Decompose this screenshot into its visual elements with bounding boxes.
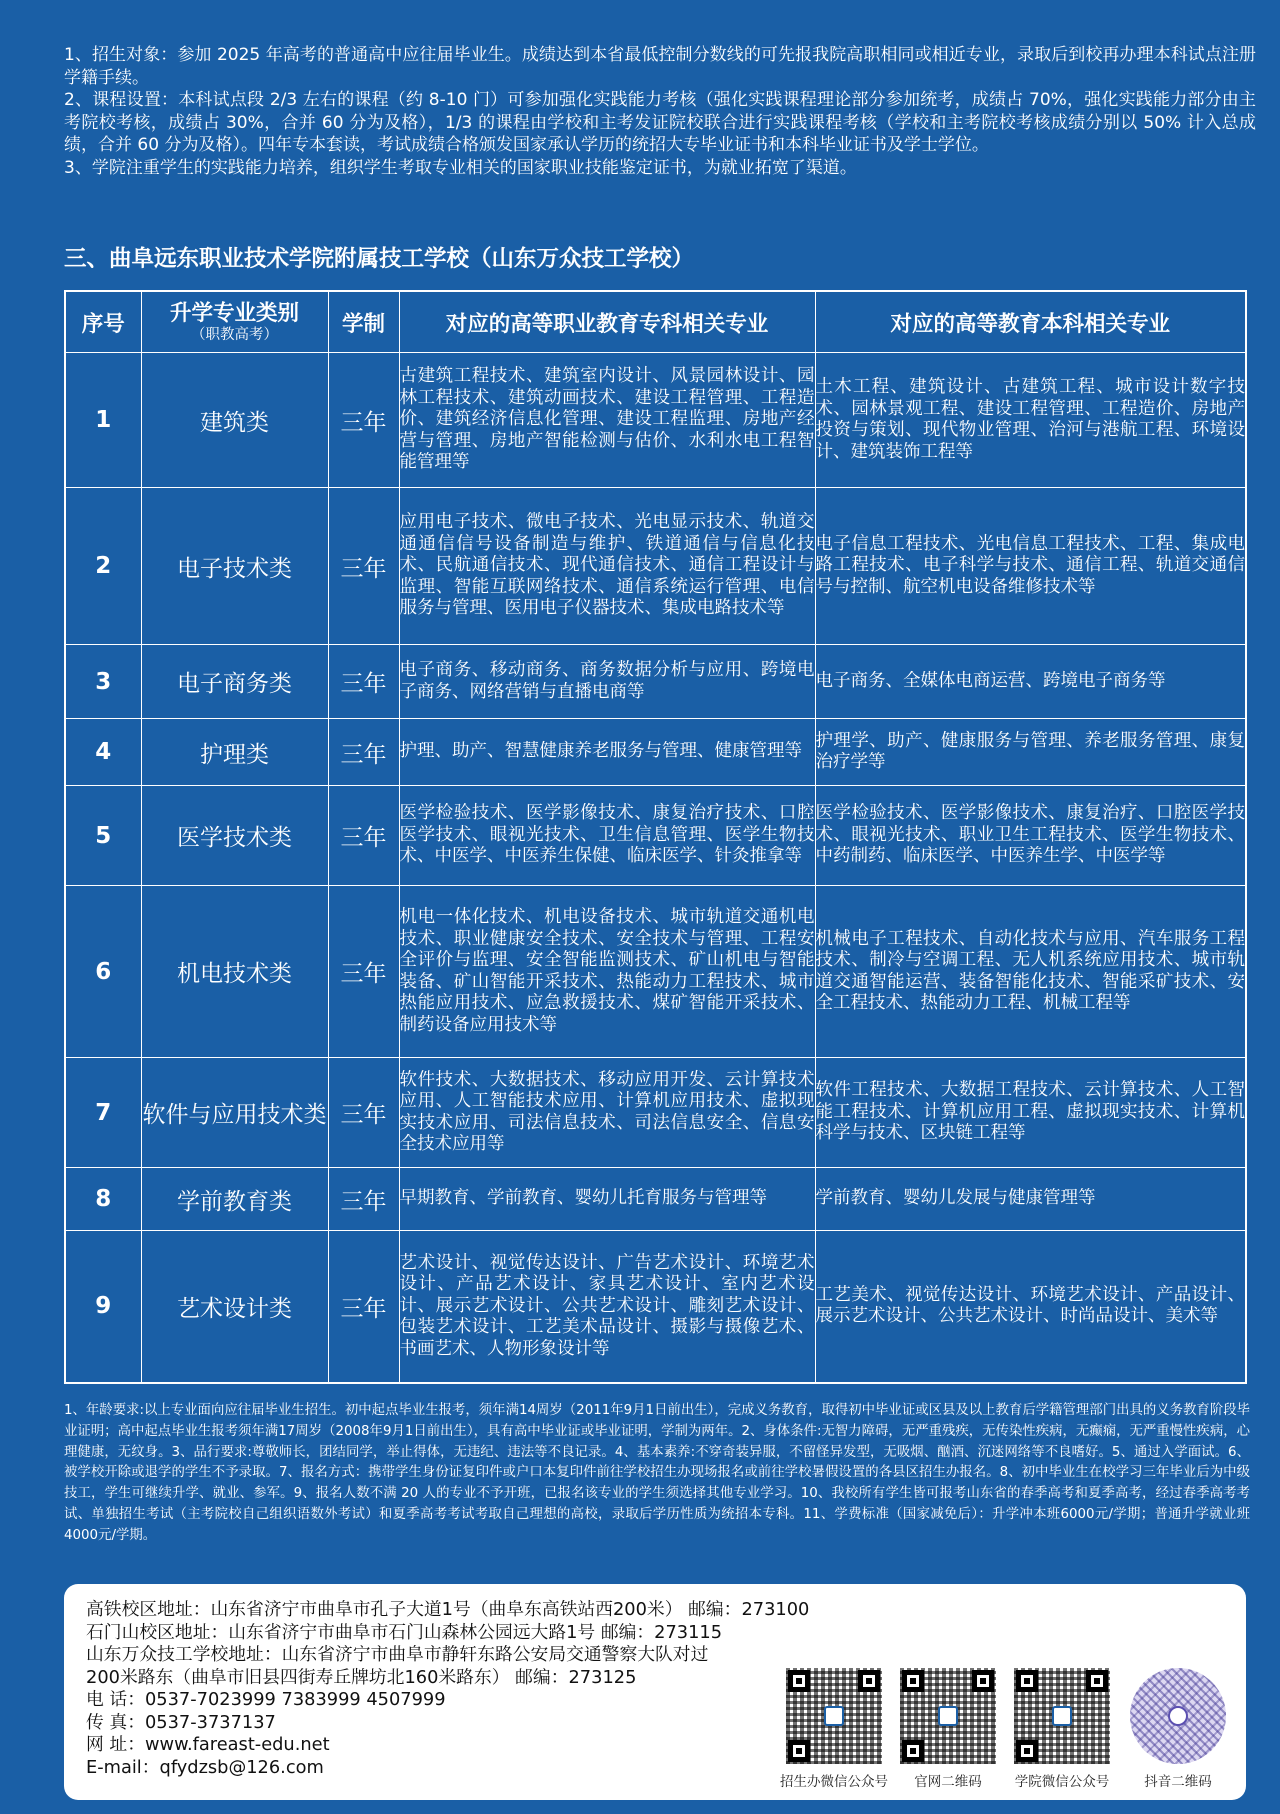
- row-no: 9: [65, 1231, 141, 1383]
- qr-code-icon: [786, 1668, 882, 1764]
- qr-label: 学院微信公众号: [1014, 1774, 1110, 1790]
- qr-code-icon: [1014, 1668, 1110, 1764]
- row-no: 2: [65, 488, 141, 645]
- row-vocational-majors: 机电一体化技术、机电设备技术、城市轨道交通机电技术、职业健康安全技术、安全技术与管理、工程安全评价与监理、安全智能监测技术、矿山机电与智能装备、矿山智能开采技术、热能动力工程技术、城市热能应用技术、应急救援技术、煤矿智能开采技术、制药设备应用技术等: [399, 886, 815, 1058]
- qr-label: 官网二维码: [914, 1774, 982, 1790]
- address-shimenshan-campus: 石门山校区地址：山东省济宁市曲阜市石门山森林公园远大路1号 邮编：273115: [86, 1621, 723, 1643]
- table-row: [65, 488, 1246, 645]
- row-category: 建筑类: [141, 353, 328, 488]
- row-no: 4: [65, 719, 141, 786]
- table-row: [65, 786, 1246, 886]
- row-category: 软件与应用技术类: [141, 1058, 328, 1168]
- address-wanzhong-school-cont: 200米路东（曲阜市旧县四街寿丘牌坊北160米路东） 邮编：273125: [86, 1666, 637, 1688]
- phone-numbers: 电 话：0537-7023999 7383999 4507999: [86, 1689, 446, 1710]
- row-no: 7: [65, 1058, 141, 1168]
- row-category: 医学技术类: [141, 786, 328, 886]
- row-category: 护理类: [141, 719, 328, 786]
- row-vocational-majors: 软件技术、大数据技术、移动应用开发、云计算技术应用、人工智能技术应用、计算机应用技术、虚拟现实技术应用、司法信息技术、司法信息安全、信息安全技术应用等: [399, 1058, 815, 1168]
- table-row: [65, 719, 1246, 786]
- header-category-sub: （职教高考）: [191, 327, 278, 343]
- qr-college-wechat: [1002, 1668, 1122, 1790]
- table-row: [65, 645, 1246, 719]
- qr-code-icon: [900, 1668, 996, 1764]
- row-undergrad-majors: 机械电子工程技术、自动化技术与应用、汽车服务工程技术、制冷与空调工程、无人机系统应用技术、城市轨道交通智能运营、装备智能化技术、智能采矿技术、安全工程技术、热能动力工程、机械工程等: [815, 886, 1246, 1058]
- row-category: 电子技术类: [141, 488, 328, 645]
- row-undergrad-majors: 医学检验技术、医学影像技术、康复治疗、口腔医学技术、眼视光技术、职业卫生工程技术、医学生物技术、中药制药、临床医学、中医养生学、中医学等: [815, 786, 1246, 886]
- header-category: [141, 291, 328, 353]
- website-link[interactable]: 网 址：www.fareast-edu.net: [86, 1734, 330, 1755]
- header-years: 学制: [328, 291, 399, 353]
- qr-douyin: [1118, 1668, 1238, 1790]
- contact-panel: [64, 1584, 1246, 1800]
- row-years: 三年: [328, 886, 399, 1058]
- enrollment-notes: [64, 1401, 1250, 1547]
- douyin-qr-code-icon: [1130, 1668, 1226, 1764]
- majors-table: [64, 290, 1247, 1384]
- intro-paragraph-1: 1、招生对象：参加 2025 年高考的普通高中应往届毕业生。成绩达到本省最低控制分数线的可先报我院高职相同或相近专业，录取后到校再办理本科试点注册学籍手续。: [64, 45, 1256, 88]
- row-vocational-majors: 古建筑工程技术、建筑室内设计、风景园林设计、园林工程技术、建筑动画技术、建设工程管理、工程造价、建筑经济信息化管理、建设工程监理、房地产经营与管理、房地产智能检测与估价、水利水电工程智能管理等: [399, 353, 815, 488]
- table-row: [65, 1058, 1246, 1168]
- intro-paragraph-2: 2、课程设置：本科试点段 2/3 左右的课程（约 8-10 门）可参加强化实践能力考核（强化实践课程理论部分参加统考，成绩占 70%，强化实践能力部分由主考院校考核，成绩占 30%，合并 60 分为及格），1/3 的课程由学校和主考发证院校联合进行实践课程考核（学校和主考院校考核成绩分别以 50% 计入总成绩，合并 60 分为及格）。四年专本套读，考试成绩合格颁发国家承认学历的统招大专毕业证书和本科毕业证书及学士学位。: [64, 90, 1256, 155]
- table-header-row: [65, 291, 1246, 353]
- row-undergrad-majors: 电子信息工程技术、光电信息工程技术、工程、集成电路工程技术、电子科学与技术、通信工程、轨道交通信号与控制、航空机电设备维修技术等: [815, 488, 1246, 645]
- header-no: 序号: [65, 291, 141, 353]
- header-undergrad: 对应的高等教育本科相关专业: [815, 291, 1246, 353]
- row-years: 三年: [328, 1231, 399, 1383]
- table-row: [65, 886, 1246, 1058]
- row-years: 三年: [328, 719, 399, 786]
- row-no: 6: [65, 886, 141, 1058]
- table-row: [65, 353, 1246, 488]
- header-category-label: 升学专业类别: [169, 301, 299, 326]
- qr-admissions-wechat: [774, 1668, 894, 1790]
- contact-info: [86, 1599, 826, 1779]
- section-title: 三、曲阜远东职业技术学院附属技工学校（山东万众技工学校）: [64, 246, 695, 272]
- row-vocational-majors: 电子商务、移动商务、商务数据分析与应用、跨境电子商务、网络营销与直播电商等: [399, 645, 815, 719]
- row-category: 机电技术类: [141, 886, 328, 1058]
- intro-text: [64, 44, 1256, 179]
- row-vocational-majors: 应用电子技术、微电子技术、光电显示技术、轨道交通通信信号设备制造与维护、铁道通信与信息化技术、民航通信技术、现代通信技术、通信工程设计与监理、智能互联网络技术、通信系统运行管理、电信服务与管理、医用电子仪器技术、集成电路技术等: [399, 488, 815, 645]
- row-category: 电子商务类: [141, 645, 328, 719]
- row-undergrad-majors: 土木工程、建筑设计、古建筑工程、城市设计数字技术、园林景观工程、建设工程管理、工程造价、房地产投资与策划、现代物业管理、治河与港航工程、环境设计、建筑装饰工程等: [815, 353, 1246, 488]
- table-row: [65, 1231, 1246, 1383]
- address-high-speed-campus: 高铁校区地址：山东省济宁市曲阜市孔子大道1号（曲阜东高铁站西200米） 邮编：273100: [86, 1599, 810, 1620]
- row-years: 三年: [328, 645, 399, 719]
- row-vocational-majors: 医学检验技术、医学影像技术、康复治疗技术、口腔医学技术、眼视光技术、卫生信息管理、医学生物技术、中医学、中医养生保健、临床医学、针灸推拿等: [399, 786, 815, 886]
- fax-number: 传 真：0537-3737137: [86, 1711, 276, 1733]
- header-vocational: 对应的高等职业教育专科相关专业: [399, 291, 815, 353]
- row-vocational-majors: 艺术设计、视觉传达设计、广告艺术设计、环境艺术设计、产品艺术设计、家具艺术设计、室内艺术设计、展示艺术设计、公共艺术设计、雕刻艺术设计、包装艺术设计、工艺美术品设计、摄影与摄像艺术、书画艺术、人物形象设计等: [399, 1231, 815, 1383]
- email-link[interactable]: E-mail：qfydzsb@126.com: [86, 1756, 324, 1778]
- qr-label: 招生办微信公众号: [780, 1774, 888, 1790]
- row-no: 8: [65, 1168, 141, 1231]
- row-category: 学前教育类: [141, 1168, 328, 1231]
- row-years: 三年: [328, 353, 399, 488]
- row-undergrad-majors: 电子商务、全媒体电商运营、跨境电子商务等: [815, 645, 1246, 719]
- intro-paragraph-3: 3、学院注重学生的实践能力培养，组织学生考取专业相关的国家职业技能鉴定证书，为就业拓宽了渠道。: [64, 157, 857, 178]
- row-undergrad-majors: 学前教育、婴幼儿发展与健康管理等: [815, 1168, 1246, 1231]
- row-no: 5: [65, 786, 141, 886]
- qr-official-site: [888, 1668, 1008, 1790]
- notes-text: 1、年龄要求:以上专业面向应往届毕业生招生。初中起点毕业生报考，须年满14周岁（2011年9月1日前出生），完成义务教育，取得初中毕业证或区县及以上教育后学籍管理部门出具的义务教育阶段毕业证明；高中起点毕业生报考须年满17周岁（2008年9月1日前出生），具有高中毕业证或毕业证明，学制为两年。2、身体条件:无智力障碍，无严重残疾，无传染性疾病，无癫痫，无严重慢性疾病，心理健康，无纹身。3、品行要求:尊敬师长，团结同学，举止得体，无违纪、违法等不良记录。4、基本素养:不穿奇装异服，不留怪异发型，无吸烟、酗酒、沉迷网络等不良嗜好。5、通过入学面试。6、被学校开除或退学的学生不予录取。7、报名方式：携带学生身份证复印件或户口本复印件前往学校招生办现场报名或前往学校暑假设置的各县区招生办报名。8、初中毕业生在校学习三年毕业后为中级技工，学生可继续升学、就业、参军。9、报名人数不满 20 人的专业不予开班，已报名该专业的学生须选择其他专业学习。10、我校所有学生皆可报考山东省的春季高考和夏季高考，经过春季高考考试、单独招生考试（主考院校自己组织语数外考试）和夏季高考考试考取自己理想的高校，录取后学历性质为统招本专科。11、学费标准（国家减免后）：升学冲本班6000元/学期；普通升学就业班4000元/学期。: [64, 1403, 1250, 1543]
- row-undergrad-majors: 工艺美术、视觉传达设计、环境艺术设计、产品设计、展示艺术设计、公共艺术设计、时尚品设计、美术等: [815, 1231, 1246, 1383]
- row-category: 艺术设计类: [141, 1231, 328, 1383]
- row-vocational-majors: 早期教育、学前教育、婴幼儿托育服务与管理等: [399, 1168, 815, 1231]
- address-wanzhong-school: 山东万众技工学校地址：山东省济宁市曲阜市静轩东路公安局交通警察大队对过: [86, 1644, 709, 1665]
- row-no: 3: [65, 645, 141, 719]
- row-undergrad-majors: 软件工程技术、大数据工程技术、云计算技术、人工智能工程技术、计算机应用工程、虚拟现实技术、计算机科学与技术、区块链工程等: [815, 1058, 1246, 1168]
- row-undergrad-majors: 护理学、助产、健康服务与管理、养老服务管理、康复治疗学等: [815, 719, 1246, 786]
- row-years: 三年: [328, 786, 399, 886]
- row-years: 三年: [328, 1058, 399, 1168]
- row-vocational-majors: 护理、助产、智慧健康养老服务与管理、健康管理等: [399, 719, 815, 786]
- row-years: 三年: [328, 488, 399, 645]
- row-no: 1: [65, 353, 141, 488]
- table-row: [65, 1168, 1246, 1231]
- qr-label: 抖音二维码: [1144, 1774, 1212, 1790]
- row-years: 三年: [328, 1168, 399, 1231]
